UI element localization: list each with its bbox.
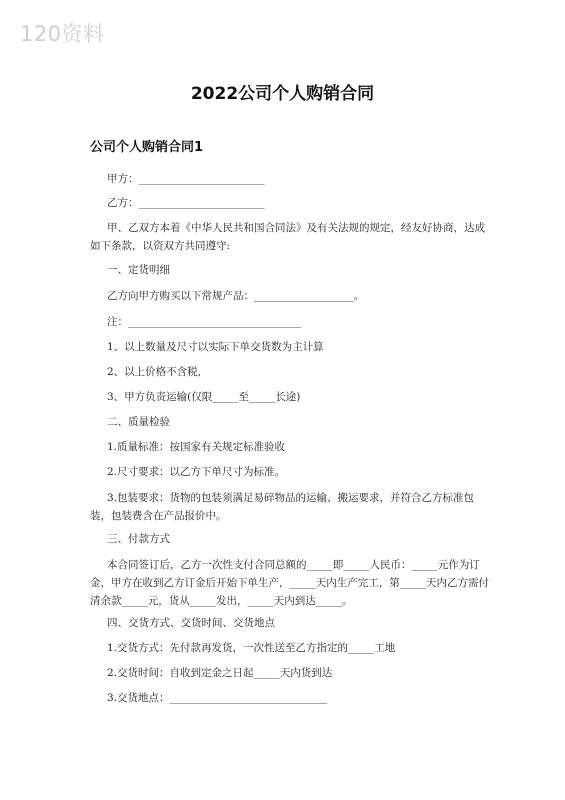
item-2: 2、以上价格不含税, [107,366,202,378]
clause-heading-3: 三、付款方式 [107,533,170,545]
intro-paragraph: 甲、乙双方本着《中华人民共和国合同法》及有关法规的规定，经友好协商，达成如下条款，以资双方共同遵守: [90,222,485,252]
document-title: 2022公司个人购销合同 [190,84,375,104]
section-heading: 公司个人购销合同1 [90,140,204,155]
products-line: 乙方向甲方购买以下常规产品：___________________。 [107,290,365,302]
party-b-line: 乙方：________________________ [107,197,265,209]
quality-1: 1.质量标准：按国家有关规定标准验收 [107,441,286,453]
quality-3: 3.包装要求：货物的包装须满足易碎物品的运输、搬运要求，并符合乙方标准包装，包装费含在产品报价中。 [90,492,475,522]
party-a-line: 甲方：________________________ [107,173,265,185]
item-1: 1、以上数量及尺寸以实际下单交货数为主计算 [107,341,324,353]
watermark: 120资料 [20,22,105,46]
delivery-3: 3.交货地点：______________________________ [107,692,328,704]
delivery-2: 2.交货时间：自收到定金之日起_____天内货到达 [107,667,333,679]
clause-heading-2: 二、质量检验 [107,416,170,428]
item-3: 3、甲方负责运输(仅限_____至_____长途) [107,391,301,403]
clause-heading-1: 一、定货明细 [107,264,170,276]
note-line: 注：_________________________________ [107,316,302,328]
payment-paragraph: 本合同签订后，乙方一次性支付合同总额的_____即_____人民币：_____元作为订金，甲方在收到乙方订金后开始下单生产，_____天内生产完工，第_____天内乙方需付清余款_____元，货从_____发出，_____天内到达_____。 [90,559,489,607]
quality-2: 2.尺寸要求：以乙方下单尺寸为标准。 [107,466,286,478]
clause-heading-4: 四、交货方式、交货时间、交货地点 [107,617,275,629]
delivery-1: 1.交货方式：先付款再发货，一次性送至乙方指定的_____工地 [107,642,396,654]
